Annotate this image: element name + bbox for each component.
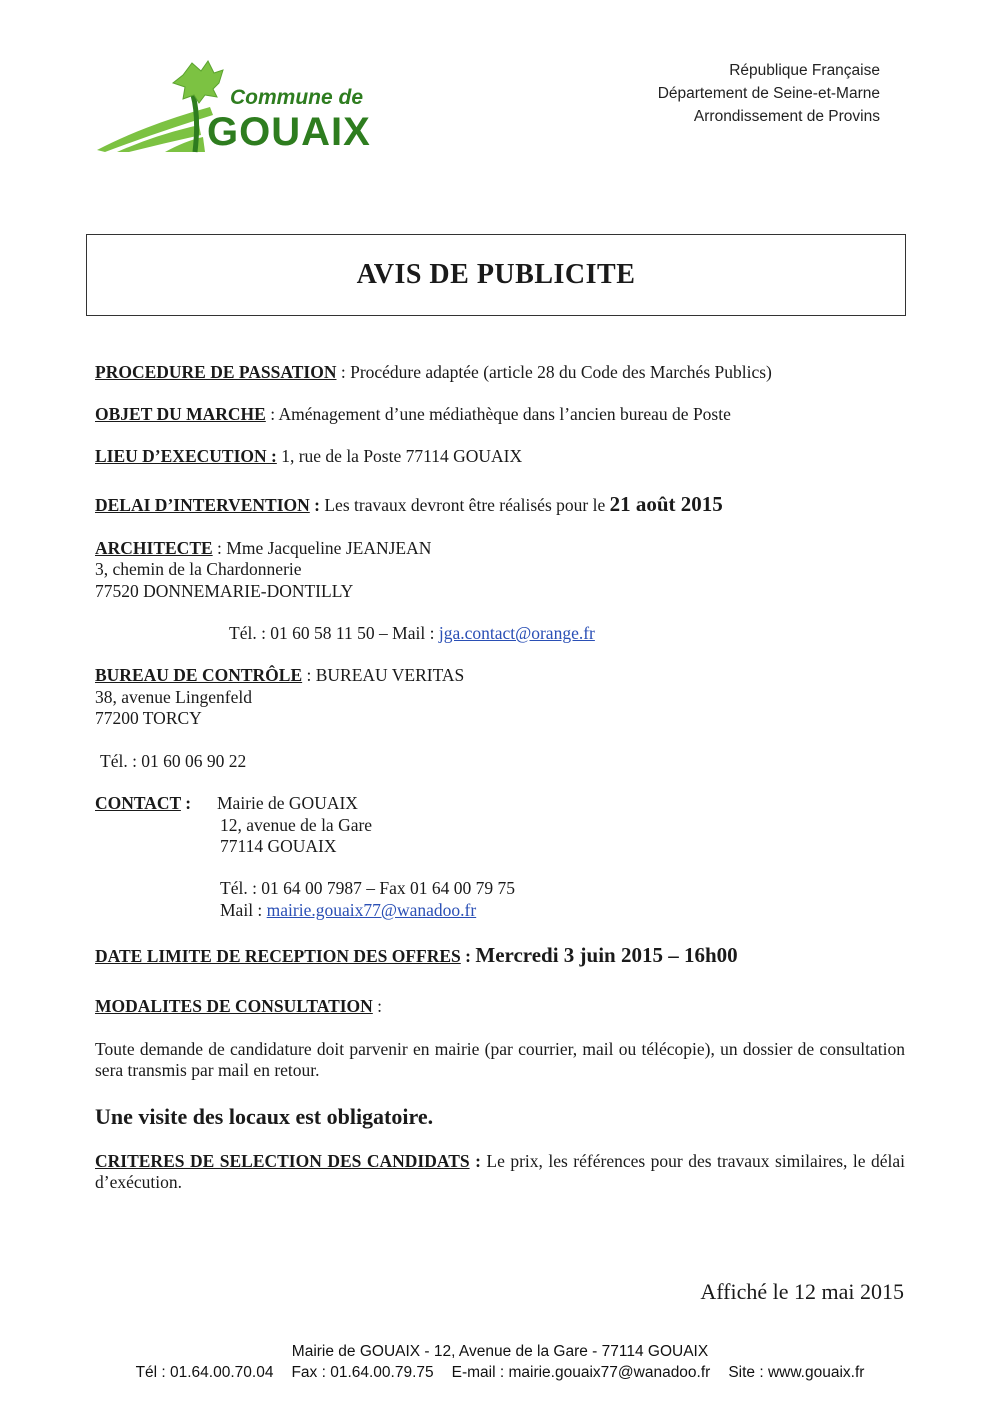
administrative-header <box>658 59 880 128</box>
objet-value: : Aménagement d’une médiathèque dans l’ancien bureau de Poste <box>265 404 731 424</box>
visite-notice: Une visite des locaux est obligatoire. <box>95 1104 434 1129</box>
criteres-text: Le prix, les références pour des travaux similaires, le délai d’exécution. <box>95 1151 905 1192</box>
criteres-paragraph <box>95 1151 905 1193</box>
admin-line-departement: Département de Seine-et-Marne <box>657 85 880 102</box>
architecte-address1: 3, chemin de la Chardonnerie <box>95 559 302 579</box>
contact-label-line <box>95 793 191 814</box>
vine-leaf-icon <box>173 61 223 103</box>
footer-address: Mairie de GOUAIX - 12, Avenue de la Gare - 77114 GOUAIX <box>291 1343 709 1360</box>
contact-tel: Tél. : 01 64 00 7987 – Fax 01 64 00 79 75 <box>220 878 516 898</box>
contact-mail-link[interactable]: mairie.gouaix77@wanadoo.fr <box>266 900 477 920</box>
delai-date: 21 août 2015 <box>609 492 723 516</box>
architecte-line <box>95 538 431 559</box>
contact-line1: Mairie de GOUAIX <box>217 793 358 813</box>
footer-email[interactable]: E-mail : mairie.gouaix77@wanadoo.fr <box>451 1364 711 1381</box>
delai-line <box>95 492 723 517</box>
bureau-value: : BUREAU VERITAS <box>302 665 465 685</box>
contact-line3: 77114 GOUAIX <box>220 836 337 856</box>
logo-commune-text: Commune de <box>230 86 364 109</box>
contact-mail-line <box>220 900 476 921</box>
footer-contacts <box>0 1364 1000 1382</box>
bureau-label: BUREAU DE CONTRÔLE <box>95 665 303 685</box>
modalites-label: MODALITES DE CONSULTATION <box>95 996 373 1016</box>
procedure-label: PROCEDURE DE PASSATION <box>95 362 337 382</box>
contact-mail-label: Mail : <box>220 900 267 920</box>
bureau-address1: 38, avenue Lingenfeld <box>95 687 252 707</box>
bureau-tel: Tél. : 01 60 06 90 22 <box>100 751 247 771</box>
bureau-address2: 77200 TORCY <box>95 708 202 728</box>
bureau-line <box>95 665 464 686</box>
criteres-label: CRITERES DE SELECTION DES CANDIDATS <box>95 1151 470 1171</box>
page-title: AVIS DE PUBLICITE <box>356 259 636 290</box>
date-limite-line <box>95 943 738 968</box>
contact-line2: 12, avenue de la Gare <box>220 815 373 835</box>
footer-site[interactable]: Site : www.gouaix.fr <box>728 1364 865 1381</box>
logo-name-text: GOUAIX <box>207 110 371 154</box>
criteres-sep: : <box>469 1151 487 1171</box>
objet-label: OBJET DU MARCHE <box>95 404 266 424</box>
architecte-contact-line <box>229 623 595 644</box>
modalites-line <box>95 996 382 1017</box>
delai-sep: : <box>309 495 325 515</box>
admin-line-republique: République Française <box>729 62 880 79</box>
architecte-name: : Mme Jacqueline JEANJEAN <box>212 538 432 558</box>
delai-text: Les travaux devront être réalisés pour le <box>324 495 610 515</box>
date-limite-value: Mercredi 3 juin 2015 – 16h00 <box>475 943 738 967</box>
lieu-line <box>95 446 522 467</box>
modalites-sep: : <box>372 996 383 1016</box>
delai-label: DELAI D’INTERVENTION <box>95 495 310 515</box>
admin-line-arrondissement: Arrondissement de Provins <box>693 108 880 125</box>
procedure-value: : Procédure adaptée (article 28 du Code des Marchés Publics) <box>336 362 772 382</box>
date-limite-sep: : <box>460 946 476 966</box>
footer-fax: Fax : 01.64.00.79.75 <box>291 1364 434 1381</box>
architecte-address2: 77520 DONNEMARIE-DONTILLY <box>95 581 354 601</box>
logo-vine-stem <box>193 95 197 152</box>
modalites-text: Toute demande de candidature doit parvenir en mairie (par courrier, mail ou télécopie), un dossier de consultation sera transmis par mail en retour. <box>95 1039 905 1080</box>
objet-line <box>95 404 731 425</box>
procedure-line <box>95 362 772 383</box>
lieu-value: 1, rue de la Poste 77114 GOUAIX <box>276 446 523 466</box>
affiche-date: Affiché le 12 mai 2015 <box>700 1279 904 1304</box>
title-box <box>86 234 906 316</box>
contact-sep: : <box>180 793 192 813</box>
architecte-label: ARCHITECTE <box>95 538 213 558</box>
lieu-label: LIEU D’EXECUTION : <box>95 446 277 466</box>
architecte-tel: Tél. : 01 60 58 11 50 – Mail : <box>229 623 439 643</box>
footer-tel: Tél : 01.64.00.70.04 <box>135 1364 274 1381</box>
date-limite-label: DATE LIMITE DE RECEPTION DES OFFRES <box>95 946 461 966</box>
architecte-mail-link[interactable]: jga.contact@orange.fr <box>438 623 595 643</box>
contact-label: CONTACT <box>95 793 181 813</box>
